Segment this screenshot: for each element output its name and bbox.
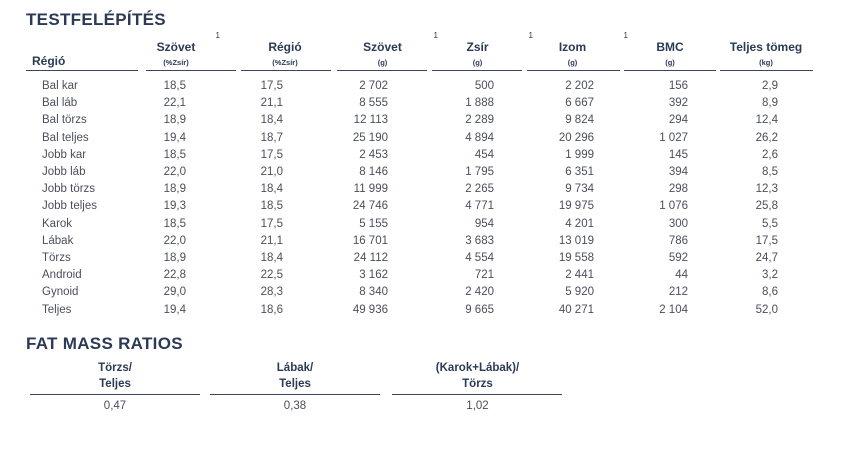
region-label: Jobb törzs — [42, 183, 96, 196]
region-label: Lábak — [42, 234, 74, 247]
header-underline — [527, 70, 620, 71]
table-cell: 6 667 — [565, 97, 594, 110]
table-cell: 2 265 — [465, 183, 494, 196]
table-cell: 17,5 — [260, 217, 283, 230]
table-cell: 392 — [668, 97, 688, 110]
table-cell: 18,9 — [163, 183, 186, 196]
table-cell: 22,1 — [163, 97, 186, 110]
table-cell: 786 — [668, 234, 688, 247]
table-cell: 29,0 — [163, 286, 186, 299]
table-cell: 18,5 — [260, 200, 283, 213]
column-header-6 — [525, 31, 628, 67]
table-cell: 13 019 — [558, 234, 594, 247]
table-cell: 294 — [668, 114, 688, 127]
table-cell: 8 340 — [359, 286, 388, 299]
table-cell: 52,0 — [755, 303, 778, 316]
ratio-header-line1: Lábak/ — [276, 362, 314, 374]
table-cell: 2 453 — [359, 148, 388, 161]
ratio-underline — [392, 394, 562, 395]
table-cell: 300 — [668, 217, 688, 230]
body-composition-title: TESTFELÉPÍTÉS — [26, 10, 166, 29]
column-unit: (g) — [567, 58, 578, 67]
table-cell: 1 027 — [659, 131, 688, 144]
column-header-label: Szövet — [156, 40, 196, 54]
table-cell: 954 — [474, 217, 494, 230]
fat-mass-ratios-title: FAT MASS RATIOS — [26, 334, 183, 353]
table-cell: 22,0 — [163, 166, 186, 178]
ratio-underline — [30, 394, 200, 395]
table-cell: 22,8 — [163, 269, 186, 282]
table-cell: 49 936 — [352, 303, 388, 316]
table-cell: 12,4 — [755, 114, 778, 127]
table-cell: 4 201 — [565, 217, 594, 230]
region-label: Bal teljes — [42, 131, 89, 144]
table-cell: 28,3 — [260, 286, 283, 299]
column-header-8 — [720, 38, 812, 67]
table-cell: 18,4 — [260, 252, 283, 264]
table-cell: 18,5 — [163, 217, 186, 230]
table-cell: 18,9 — [163, 252, 186, 264]
header-underline — [26, 70, 138, 71]
table-cell: 4 894 — [465, 131, 494, 144]
table-cell: 25,8 — [755, 200, 778, 213]
column-header-3 — [240, 38, 330, 67]
table-cell: 8,6 — [762, 286, 778, 299]
ratio-value: 0,38 — [283, 400, 307, 412]
table-cell: 454 — [474, 148, 494, 161]
region-label: Jobb teljes — [42, 200, 97, 213]
column-header-label: BMC — [656, 40, 684, 54]
table-cell: 5 920 — [565, 286, 594, 299]
region-label: Teljes — [42, 303, 72, 316]
table-cell: 21,0 — [260, 166, 283, 178]
table-cell: 2,9 — [762, 80, 778, 92]
table-cell: 9 665 — [465, 303, 494, 316]
table-cell: 19 975 — [558, 200, 594, 213]
table-cell: 18,5 — [163, 80, 186, 92]
table-cell: 25 190 — [352, 131, 388, 144]
table-cell: 17,5 — [260, 80, 283, 92]
column-header-label: Zsír — [466, 40, 489, 54]
region-label: Gynoid — [42, 286, 79, 299]
ratio-header-line2: Teljes — [279, 378, 311, 390]
table-cell: 21,1 — [260, 234, 283, 247]
header-underline — [241, 70, 331, 71]
table-cell: 6 351 — [565, 166, 594, 178]
table-cell: 19 558 — [558, 252, 594, 264]
table-cell: 20 296 — [558, 131, 594, 144]
table-cell: 2 441 — [565, 269, 594, 282]
header-underline — [146, 70, 236, 71]
ratio-header-line2: Törzs — [462, 378, 493, 390]
table-cell: 9 734 — [565, 183, 594, 196]
table-cell: 18,5 — [163, 148, 186, 161]
table-cell: 1 795 — [465, 166, 494, 178]
table-cell: 22,0 — [163, 234, 186, 247]
column-header-label: Izom — [558, 40, 587, 54]
table-cell: 5,5 — [762, 217, 778, 230]
table-cell: 24 746 — [352, 200, 388, 213]
table-cell: 16 701 — [352, 234, 388, 247]
table-cell: 2 702 — [359, 80, 388, 92]
footnote-marker: 1 — [623, 31, 628, 40]
region-label: Bal láb — [42, 97, 78, 110]
table-cell: 156 — [668, 80, 688, 92]
table-cell: 592 — [668, 252, 688, 264]
column-unit: (%Zsír) — [272, 58, 298, 67]
table-cell: 394 — [668, 166, 688, 178]
table-cell: 1 999 — [565, 148, 594, 161]
table-cell: 298 — [668, 183, 688, 196]
ratio-header-1 — [30, 360, 200, 392]
table-cell: 8 555 — [359, 97, 388, 110]
region-label: Karok — [42, 217, 73, 230]
column-header-label: Teljes tömeg — [729, 40, 803, 54]
table-cell: 2 289 — [465, 114, 494, 127]
table-cell: 12,3 — [755, 183, 778, 196]
table-cell: 22,5 — [260, 269, 283, 282]
region-label: Android — [42, 269, 82, 282]
table-cell: 3,2 — [762, 269, 778, 282]
ratio-value: 0,47 — [103, 400, 127, 412]
column-unit: (g) — [377, 58, 388, 67]
table-cell: 17,5 — [755, 234, 778, 247]
column-header-1 — [32, 52, 132, 70]
table-cell: 18,7 — [260, 131, 283, 144]
column-unit: (g) — [472, 58, 483, 67]
table-cell: 26,2 — [755, 131, 778, 144]
column-header-2 — [140, 31, 220, 67]
column-header-5 — [430, 31, 533, 67]
region-label: Törzs — [42, 252, 71, 264]
column-header-4 — [335, 31, 438, 67]
ratio-header-line1: Törzs/ — [98, 362, 132, 374]
header-underline — [624, 70, 716, 71]
table-cell: 1 888 — [465, 97, 494, 110]
table-cell: 721 — [474, 269, 494, 282]
ratio-underline — [210, 394, 380, 395]
region-label: Jobb kar — [42, 148, 87, 161]
table-cell: 2 202 — [565, 80, 594, 92]
region-label: Bal törzs — [42, 114, 87, 127]
footnote-marker: 1 — [215, 31, 220, 40]
table-cell: 5 155 — [359, 217, 388, 230]
column-header-label: Szövet — [363, 40, 402, 54]
table-cell: 8,5 — [762, 166, 778, 178]
table-cell: 1 076 — [659, 200, 688, 213]
table-cell: 4 554 — [465, 252, 494, 264]
table-cell: 11 999 — [353, 183, 388, 196]
table-cell: 40 271 — [558, 303, 594, 316]
table-cell: 18,4 — [260, 183, 283, 196]
table-cell: 44 — [675, 269, 688, 282]
ratio-header-line2: Teljes — [99, 378, 131, 390]
table-cell: 19,4 — [163, 303, 186, 316]
table-cell: 19,3 — [163, 200, 186, 213]
table-cell: 3 683 — [465, 234, 494, 247]
table-cell: 17,5 — [260, 148, 283, 161]
table-cell: 9 824 — [565, 114, 594, 127]
header-underline — [337, 70, 427, 71]
column-header-label: Régió — [268, 40, 302, 54]
table-cell: 24 112 — [353, 252, 388, 264]
header-underline — [720, 70, 813, 71]
column-unit: (kg) — [759, 58, 773, 67]
footnote-marker: 1 — [528, 31, 533, 40]
table-cell: 8,9 — [762, 97, 778, 110]
ratio-header-3 — [390, 360, 565, 392]
table-cell: 2 104 — [659, 303, 688, 316]
column-header-label: Régió — [32, 54, 66, 68]
region-label: Bal kar — [42, 80, 78, 92]
column-header-7 — [624, 38, 716, 67]
region-label: Jobb láb — [42, 166, 86, 178]
table-cell: 2 420 — [465, 286, 494, 299]
table-cell: 18,9 — [163, 114, 186, 127]
table-cell: 4 771 — [465, 200, 494, 213]
table-cell: 3 162 — [359, 269, 388, 282]
ratio-header-2 — [210, 360, 380, 392]
header-underline — [432, 70, 522, 71]
column-unit: (g) — [665, 58, 675, 67]
table-cell: 18,6 — [260, 303, 283, 316]
ratio-header-line1: (Karok+Lábak)/ — [435, 362, 520, 374]
table-cell: 2,6 — [762, 148, 778, 161]
table-cell: 18,4 — [260, 114, 283, 127]
table-cell: 500 — [474, 80, 494, 92]
table-cell: 21,1 — [260, 97, 283, 110]
table-cell: 24,7 — [755, 252, 778, 264]
column-unit: (%Zsír) — [163, 58, 189, 67]
table-cell: 12 113 — [353, 114, 388, 127]
table-cell: 19,4 — [163, 131, 186, 144]
footnote-marker: 1 — [433, 31, 438, 40]
table-cell: 145 — [668, 148, 688, 161]
table-cell: 8 146 — [359, 166, 388, 178]
table-cell: 212 — [668, 286, 688, 299]
ratio-value: 1,02 — [466, 400, 489, 412]
